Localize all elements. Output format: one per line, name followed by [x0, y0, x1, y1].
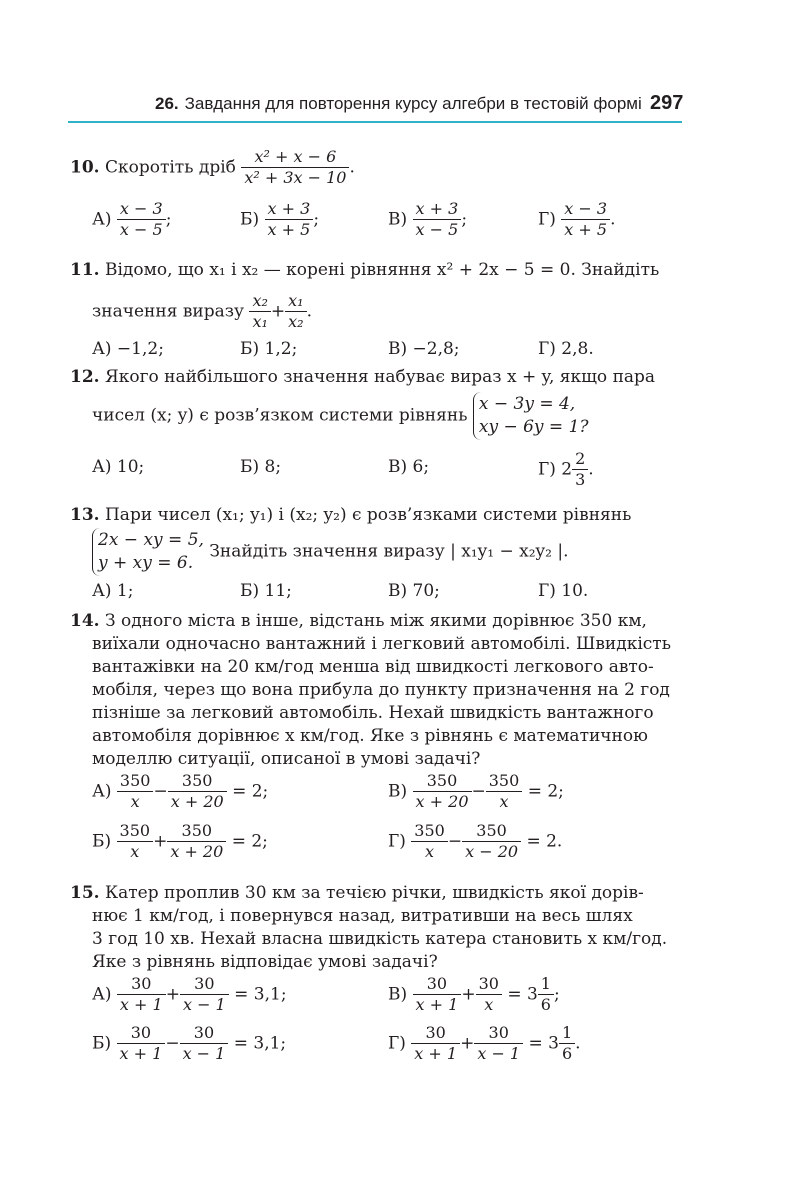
- option-fraction: [265, 200, 314, 240]
- problem-text-line: виїхали одночасно вантажний і легковий автомобілі. Швидкість: [92, 634, 671, 654]
- fraction-denominator: x − 1: [182, 1044, 226, 1064]
- problem-text: Відомо, що x₁ і x₂ — корені рівняння x² + 2x − 5 = 0. Знайдіть: [104, 260, 660, 280]
- fraction-numerator: x² + x − 6: [241, 148, 349, 168]
- fraction-numerator: x − 3: [117, 200, 166, 220]
- option-label: Б): [240, 209, 260, 230]
- operator: −: [165, 1033, 180, 1054]
- option-fraction: [476, 975, 502, 1015]
- system-equation: y + xy = 6.: [98, 552, 194, 573]
- option-rhs: = 3: [507, 984, 538, 1005]
- problem-text: Якого найбільшого значення набуває вираз x + y, якщо пара: [104, 367, 656, 387]
- problem-text-line: мобіля, через що вона прибула до пункту призначення на 2 год: [92, 680, 670, 700]
- option-rhs: = 2;: [527, 781, 564, 802]
- option-label: Г): [388, 1033, 406, 1054]
- option-fraction: [474, 1024, 523, 1064]
- answer-option[interactable]: Б) 8;: [240, 457, 282, 477]
- fraction-denominator: x + 20: [170, 842, 224, 862]
- option-fraction: [117, 975, 166, 1015]
- option-end: .: [610, 209, 616, 230]
- option-fraction: [413, 200, 462, 240]
- option-fraction: [117, 1024, 166, 1064]
- problem-number: 13.: [70, 505, 100, 525]
- fraction-denominator: x − 1: [182, 995, 226, 1015]
- answer-option[interactable]: Г) 10.: [538, 581, 589, 601]
- fraction-denominator: 6: [540, 995, 551, 1015]
- option-fraction: [168, 772, 227, 812]
- option-fraction: [413, 772, 472, 812]
- option-end: .: [575, 1033, 581, 1054]
- problem-14: [70, 613, 647, 630]
- fraction-denominator: x − 20: [465, 842, 519, 862]
- problem-11-line2: значення виразу $\frac{\text{x₂}}{\text{x₁}}$ + $\frac{\text{x₁}}{\text{x₂}}$ .: [92, 291, 312, 332]
- fraction-numerator: x + 3: [265, 200, 314, 220]
- fraction-numerator: 350: [167, 822, 226, 842]
- fraction-numerator: x₂: [249, 292, 270, 312]
- fraction-denominator: x: [130, 842, 140, 862]
- fraction-denominator: x + 20: [170, 792, 224, 812]
- option-fraction: [411, 1024, 460, 1064]
- problem-11: [70, 262, 682, 279]
- problem-text-line: нює 1 км/год, і повернувся назад, витративши на весь шлях: [92, 906, 633, 926]
- fraction-denominator: x + 1: [119, 1044, 163, 1064]
- fraction-denominator: x + 20: [415, 792, 469, 812]
- answer-option[interactable]: [538, 450, 594, 490]
- option-rhs: = 2;: [231, 831, 268, 852]
- mixed-fraction: [559, 1024, 575, 1064]
- fraction-numerator: 2: [572, 450, 588, 470]
- system-equation: 2x − xy = 5,: [98, 530, 204, 550]
- fraction-numerator: 350: [413, 772, 472, 792]
- fraction-numerator: 350: [117, 822, 154, 842]
- fraction-numerator: 30: [476, 975, 502, 995]
- answer-option[interactable]: [92, 822, 268, 862]
- option-fraction: [462, 822, 521, 862]
- page-header: [0, 93, 800, 119]
- fraction-numerator: 30: [180, 975, 229, 995]
- operator: +: [165, 984, 180, 1005]
- problem-text: Скоротіть дріб: [104, 157, 236, 178]
- fraction-denominator: x + 5: [267, 220, 311, 240]
- fraction-denominator: 3: [575, 470, 586, 490]
- problem-text: З одного міста в інше, відстань між якими дорівнює 350 км,: [104, 611, 647, 631]
- problem-15: [70, 885, 644, 902]
- problem-text: Пари чисел (x₁; y₁) і (x₂; y₂) є розв’язками системи рівнянь: [104, 505, 632, 525]
- problem-number: 11.: [70, 260, 100, 280]
- option-label: А): [92, 209, 112, 230]
- problem-text: Катер проплив 30 км за течією річки, швидкість якої дорів-: [104, 883, 644, 903]
- operator: −: [447, 831, 463, 852]
- fraction-numerator: x₁: [285, 292, 306, 312]
- option-fraction: [167, 822, 226, 862]
- option-label: Б): [92, 1033, 112, 1054]
- problem-text: чисел (x; y) є розв’язком системи рівнянь: [92, 405, 468, 426]
- option-end: .: [588, 459, 594, 480]
- option-fraction: [180, 1024, 229, 1064]
- operator: +: [461, 984, 476, 1005]
- problem-number: 14.: [70, 611, 100, 631]
- fraction-numerator: x + 3: [413, 200, 462, 220]
- option-rhs: = 2.: [526, 831, 563, 852]
- page-number: 297: [650, 92, 684, 114]
- equation-system: [473, 392, 589, 440]
- option-fraction: [117, 200, 166, 240]
- fraction-denominator: x: [425, 842, 435, 862]
- problem-number: 15.: [70, 883, 100, 903]
- option-rhs: = 3,1;: [234, 984, 287, 1005]
- answer-option[interactable]: Г) 2,8.: [538, 339, 594, 359]
- problem-text-line: Яке з рівнянь відповідає умові задачі?: [92, 952, 438, 972]
- option-end: ;: [165, 209, 172, 230]
- answer-option[interactable]: [92, 1024, 286, 1064]
- problem-text: Знайдіть значення виразу | x₁y₁ − x₂y₂ |.: [209, 541, 569, 562]
- answer-option[interactable]: В) −2,8;: [388, 339, 460, 359]
- problem-text-line: 3 год 10 хв. Нехай власна швидкість катера становить x км/год.: [92, 929, 668, 949]
- fraction-denominator: x − 5: [415, 220, 459, 240]
- answer-option[interactable]: [388, 772, 564, 812]
- option-fraction: [180, 975, 229, 1015]
- answer-option[interactable]: [388, 822, 562, 862]
- problem-13: [70, 507, 631, 524]
- answer-option[interactable]: В) 6;: [388, 457, 430, 477]
- answer-option[interactable]: А) 10;: [92, 457, 145, 477]
- answer-option[interactable]: А) 1;: [92, 581, 134, 601]
- option-fraction: [561, 200, 610, 240]
- fraction-denominator: x − 1: [477, 1044, 521, 1064]
- answer-option[interactable]: [92, 772, 268, 812]
- system-equation: x − 3y = 4,: [478, 394, 576, 414]
- fraction-denominator: 6: [561, 1044, 573, 1064]
- fraction-numerator: 350: [462, 822, 521, 842]
- option-fraction: [411, 822, 448, 862]
- problem-text-line: автомобіля дорівнює x км/год. Яке з рівнянь є математичною: [92, 726, 648, 746]
- operator: −: [153, 781, 168, 802]
- fraction-numerator: 30: [180, 1024, 229, 1044]
- problem-text-line: пізніше за легковий автомобіль. Нехай швидкість вантажного: [92, 703, 654, 723]
- fraction-denominator: x₂: [288, 312, 304, 332]
- option-fraction: [486, 772, 523, 812]
- mixed-fraction: [538, 975, 554, 1015]
- answer-option[interactable]: В) 70;: [388, 581, 440, 601]
- problem-10: 10. Скоротіть дріб $\frac{\text{x² + x − 6}}{\text{x² + 3x − 10}}$ .: [70, 147, 355, 188]
- option-fraction: [413, 975, 462, 1015]
- answer-option[interactable]: [92, 975, 287, 1015]
- answer-option[interactable]: [388, 1024, 581, 1064]
- option-label: В): [388, 984, 408, 1005]
- option-label: А): [92, 984, 112, 1005]
- option-label: А): [92, 781, 112, 802]
- system-equation: xy − 6y = 1?: [478, 416, 589, 437]
- answer-option[interactable]: Б) 11;: [240, 581, 292, 601]
- answer-option[interactable]: [92, 200, 171, 240]
- option-label: В): [388, 209, 408, 230]
- operator: +: [460, 1033, 475, 1054]
- fraction-numerator: x − 3: [561, 200, 610, 220]
- fraction-numerator: 30: [117, 975, 166, 995]
- fraction-numerator: 1: [538, 975, 554, 995]
- option-end: ;: [313, 209, 320, 230]
- fraction-denominator: x: [484, 995, 494, 1015]
- fraction-denominator: x + 1: [119, 995, 163, 1015]
- problem-12: [70, 369, 655, 386]
- option-fraction: [117, 822, 154, 862]
- answer-option[interactable]: А) −1,2;: [92, 339, 164, 359]
- answer-option[interactable]: [538, 200, 615, 240]
- problem-12-line2: [92, 392, 589, 440]
- fraction-numerator: 350: [411, 822, 448, 842]
- fraction-numerator: 1: [559, 1024, 575, 1044]
- option-end: ;: [461, 209, 468, 230]
- option-label: Г): [388, 831, 406, 852]
- problem-text-line: моделлю ситуації, описаної в умові задачі?: [92, 749, 481, 769]
- option-label: Б): [92, 831, 112, 852]
- option-end: ;: [553, 984, 560, 1005]
- fraction-numerator: 30: [413, 975, 462, 995]
- answer-option[interactable]: [388, 975, 560, 1015]
- fraction-denominator: x + 5: [564, 220, 608, 240]
- option-text: Г) 2: [538, 459, 573, 480]
- fraction-denominator: x + 1: [414, 1044, 458, 1064]
- option-label: Г): [538, 209, 556, 230]
- option-rhs: = 3,1;: [233, 1033, 287, 1054]
- fraction-numerator: 30: [411, 1024, 460, 1044]
- option-fraction: [117, 772, 154, 812]
- fraction-numerator: 30: [474, 1024, 523, 1044]
- section-title-text: Завдання для повторення курсу алгебри в тестовій формі: [184, 94, 642, 113]
- option-rhs: = 2;: [232, 781, 269, 802]
- problem-number: 12.: [70, 367, 100, 387]
- problem-13-line2: [92, 528, 568, 576]
- fraction-denominator: x: [130, 792, 140, 812]
- fraction-numerator: 350: [117, 772, 154, 792]
- option-fraction: [572, 450, 588, 490]
- problem-text-line: вантажівки на 20 км/год менша від швидкості легкового авто-: [92, 657, 654, 677]
- fraction-denominator: x₁: [252, 312, 268, 332]
- option-label: В): [388, 781, 408, 802]
- expression-fraction: [249, 292, 270, 332]
- fraction-denominator: x + 1: [415, 995, 459, 1015]
- fraction-numerator: 30: [117, 1024, 166, 1044]
- fraction-numerator: 350: [168, 772, 227, 792]
- fraction-denominator: x² + 3x − 10: [244, 168, 347, 188]
- problem-text: значення виразу: [92, 301, 245, 322]
- answer-option[interactable]: Б) 1,2;: [240, 339, 298, 359]
- operator: +: [153, 831, 168, 852]
- expression-fraction: [285, 292, 306, 332]
- answer-option[interactable]: [240, 200, 319, 240]
- equation-system: [92, 528, 204, 576]
- header-divider: [68, 121, 682, 123]
- problem-number: 10.: [70, 157, 100, 178]
- fraction-denominator: x: [499, 792, 509, 812]
- option-rhs: = 3: [528, 1033, 559, 1054]
- answer-option[interactable]: [388, 200, 467, 240]
- problem-fraction: [241, 148, 349, 188]
- section-number: 26.: [155, 94, 179, 113]
- fraction-numerator: 350: [486, 772, 523, 792]
- operator: −: [471, 781, 486, 802]
- section-title: [155, 94, 642, 114]
- fraction-denominator: x − 5: [119, 220, 163, 240]
